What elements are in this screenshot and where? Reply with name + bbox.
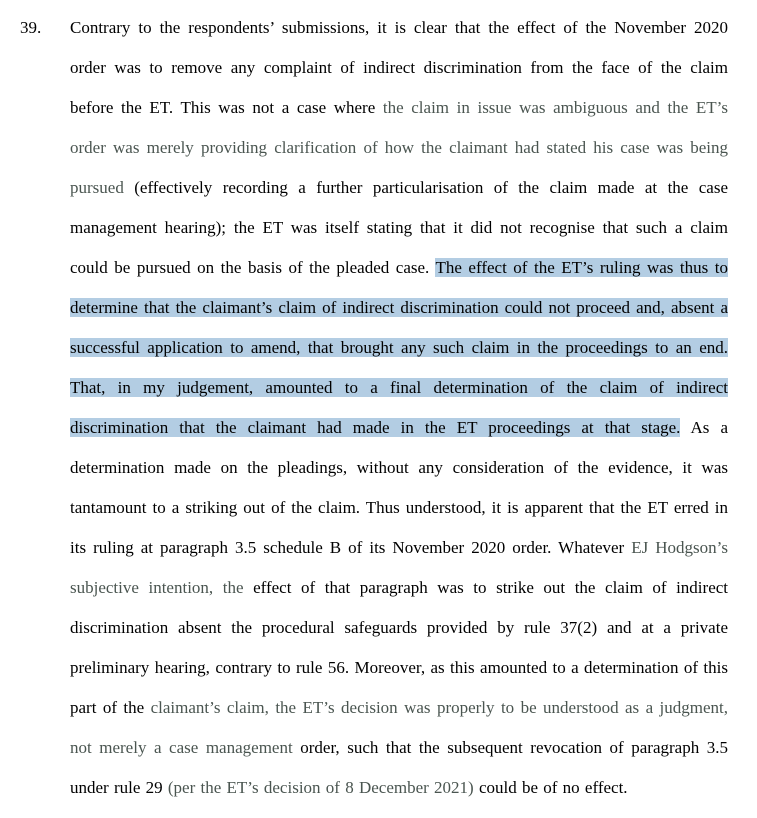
text-segment: As a determination made on the pleadings, without any consideration of the evidence, it was tantamount to a striking out of the claim. Thus understood, it is apparent that the ET erred in its ruling at paragraph 3.5 schedule B of its November 2020 order. Whatever (70, 418, 729, 557)
text-segment: Contrary to the respondents’ submissions, it is clear that the effect of the November 2020 order was to remove any complaint of indirect discrimination from the face of the claim before the ET. This was not a case where (70, 18, 728, 117)
muted-text-segment: (per the ET’s decision of 8 December 2021) (167, 778, 474, 797)
muted-text-segment: claimant’s claim, the ET’s decision was properly to be understood as a judgment, not merely a case management (70, 698, 729, 757)
text-segment: could be of no effect. (473, 778, 628, 797)
paragraph-number: 39. (20, 18, 42, 37)
numbered-paragraph (20, 8, 728, 808)
text-segment: (effectively recording a further particularisation of the claim made at the case management hearing); the ET was itself stating that it did not recognise that such a claim could be pursued on the basis of the pleaded case. (70, 178, 729, 277)
muted-text-segment: EJ Hodgson’s subjective intention, the (70, 538, 729, 597)
text-segment: effect of that paragraph was to strike out the claim of indirect discrimination absent the procedural safeguards provided by rule 37(2) and at a private preliminary hearing, contrary to rule 56. Moreover, as this amounted to a determination of this part of the (70, 578, 729, 717)
muted-text-segment: the claim in issue was ambiguous and the ET’s order was merely providing clarification of how the claimant had stated his case was being pursued (70, 98, 729, 197)
paragraph-body (70, 8, 728, 808)
text-segment: order, such that the subsequent revocation of paragraph 3.5 under rule 29 (70, 738, 728, 797)
highlighted-text-segment: The effect of the ET’s ruling was thus to determine that the claimant’s claim of indirect discrimination could not proceed and, absent a successful application to amend, that brought any such claim in the proceedings to an end. That, in my judgement, amounted to a final determination of the claim of indirect discrimination that the claimant had made in the ET proceedings at that stage. (70, 258, 729, 437)
